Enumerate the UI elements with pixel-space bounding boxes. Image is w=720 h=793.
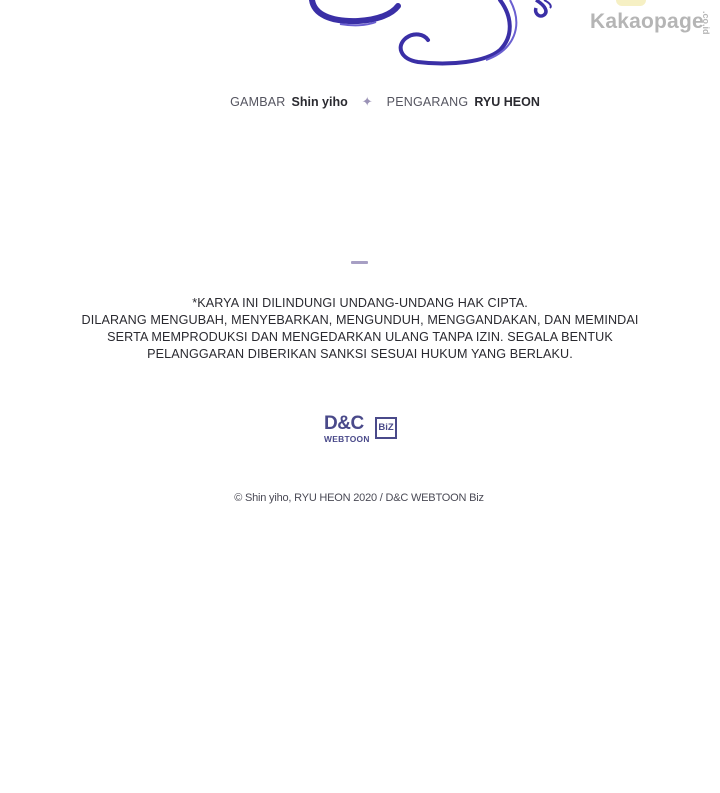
copyright-notice [60,295,660,363]
kakaopage-watermark [590,8,718,42]
art-name: Shin yiho [291,95,348,109]
notice-line: DILARANG MENGUBAH, MENYEBARKAN, MENGUNDUH, MENGGANDAKAN, DAN MEMINDAI [81,313,639,327]
notice-line: SERTA MEMPRODUKSI DAN MENGEDARKAN ULANG TANPA IZIN. SEGALA BENTUK [107,330,613,344]
story-name: RYU HEON [474,95,540,109]
logo-badge: BiZ [375,417,397,439]
watermark-domain: .co.id [701,11,711,35]
decorative-highlight [616,0,646,6]
logo-sub-text: WEBTOON [324,434,370,444]
notice-line: *KARYA INI DILINDUNGI UNDANG-UNDANG HAK CIPTA. [192,296,528,310]
notice-line: PELANGGARAN DIBERIKAN SANKSI SESUAI HUKUM YANG BERLAKU. [147,347,573,361]
watermark-brand: Kakaopage [590,10,704,33]
divider-dash [351,261,368,264]
swirl-ornament-icon [300,0,560,72]
dc-webtoon-biz-logo [322,414,402,446]
credits-line [0,94,720,110]
sparkle-star-icon: ✦ [361,94,373,109]
copyright-line: © Shin yiho, RYU HEON 2020 / D&C WEBTOON Biz [234,492,484,504]
art-label: GAMBAR [230,95,286,109]
logo-main-text: D&C [324,413,364,434]
story-label: PENGARANG [386,95,469,109]
